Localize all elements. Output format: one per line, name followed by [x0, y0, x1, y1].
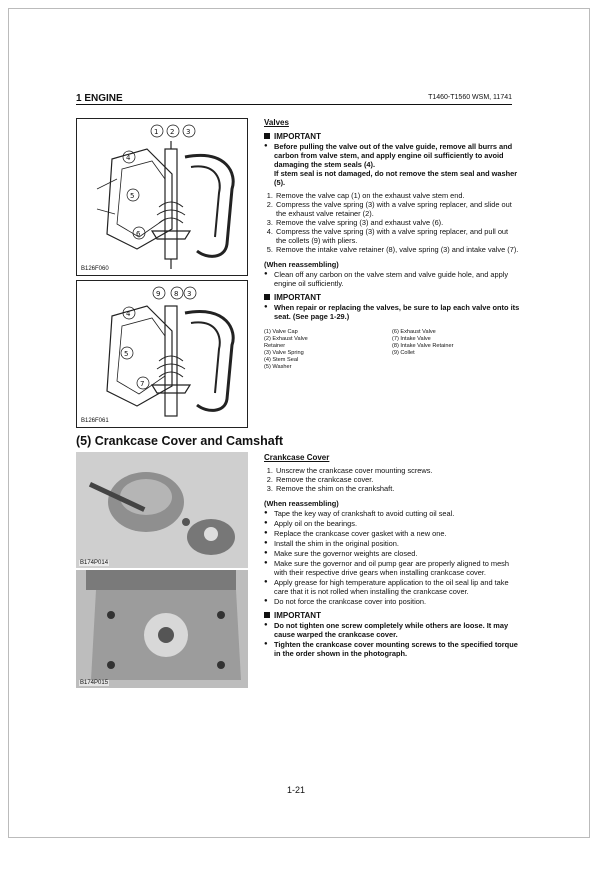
important-heading-3	[264, 611, 520, 620]
model-header: T1460-T1560 WSM, 11741	[428, 94, 512, 101]
reassembling-label: (When reassembling)	[264, 499, 339, 508]
step: 3. Remove the valve spring (3) and exhaust valve (6).	[275, 218, 520, 227]
header-rule	[76, 104, 512, 105]
step: 2. Remove the crankcase cover.	[275, 475, 520, 484]
figure-caption: B126F060	[81, 266, 109, 272]
callout-9: 9	[156, 290, 161, 298]
reassembling-item: ● Apply grease for high temperature application to the oil seal lip and take care that it is not rolled when installing the crankcase cover.	[264, 578, 520, 596]
important-label: IMPORTANT	[274, 132, 321, 141]
legend-item: (7) Intake Valve	[392, 336, 431, 342]
important-note	[264, 142, 520, 187]
legend-item: (5) Washer	[264, 364, 292, 370]
legend-item: (6) Exhaust Valve	[392, 329, 436, 335]
reassembling-item: ● Replace the crankcase cover gasket with a new one.	[264, 529, 520, 538]
callout-2: 2	[170, 128, 175, 136]
crankcase-title: Crankcase Cover	[264, 453, 330, 462]
callout-8: 8	[174, 290, 179, 298]
valve-diagram-1	[77, 119, 248, 276]
legend-item: (4) Stem Seal	[264, 357, 299, 363]
important-label: IMPORTANT	[274, 293, 321, 302]
reassembling-item: ● Make sure the governor weights are closed.	[264, 549, 520, 558]
important-heading-2	[264, 293, 520, 302]
step: 2. Compress the valve spring (3) with a valve spring replacer, and slide out the exhaust valve retainer (2).	[275, 200, 520, 218]
legend-item: (1) Valve Cap	[264, 329, 298, 335]
crankcase-steps	[264, 466, 520, 493]
step: 1. Unscrew the crankcase cover mounting screws.	[275, 466, 520, 475]
callout-1: 1	[154, 128, 159, 136]
valves-title: Valves	[264, 118, 289, 127]
important-square-icon	[264, 294, 270, 300]
section-title: (5) Crankcase Cover and Camshaft	[76, 434, 284, 448]
callout-4b: 4	[126, 310, 131, 318]
crankcase-photo-1	[76, 452, 248, 568]
reassembling-item: ● Apply oil on the bearings.	[264, 519, 520, 528]
important-item: ● Tighten the crankcase cover mounting screws to the specified torque in the order shown in the photograph.	[264, 640, 520, 658]
valve-figure-2	[76, 280, 248, 428]
section-header: 1 ENGINE	[76, 93, 123, 104]
valve-figure-1	[76, 118, 248, 276]
step: 3. Remove the shim on the crankshaft.	[275, 484, 520, 493]
legend-item: (2) Exhaust Valve Retainer	[264, 336, 308, 349]
legend-item: (3) Valve Spring	[264, 350, 304, 356]
crankcase-section	[264, 453, 520, 658]
photo-caption: B174P014	[80, 560, 109, 566]
step: 4. Compress the valve spring (3) with a valve spring replacer, and pull out the collets (9) with pliers.	[275, 227, 520, 245]
important-note-2: ● When repair or replacing the valves, be sure to lap each valve onto its seat. (See page 1-29.)	[264, 303, 520, 321]
important-item: ● Do not tighten one screw completely while others are loose. It may cause warped the crankcase cover.	[264, 621, 520, 639]
callout-5b: 5	[124, 350, 129, 358]
callout-4: 4	[126, 154, 131, 162]
legend-left	[264, 329, 392, 371]
step: 5. Remove the intake valve retainer (8), valve spring (3) and intake valve (7).	[275, 245, 520, 254]
crankcase-photo-image-1	[76, 452, 248, 568]
valve-diagram-2	[77, 281, 248, 428]
figure-caption: B126F061	[81, 418, 109, 424]
reassembling-item: ● Do not force the crankcase cover into position.	[264, 597, 520, 606]
step: 1. Remove the valve cap (1) on the exhaust valve stem end.	[275, 191, 520, 200]
important-heading	[264, 132, 520, 141]
callout-3b: 3	[187, 290, 192, 298]
legend-right	[392, 329, 520, 371]
valves-steps	[264, 191, 520, 254]
reassembling-label: (When reassembling)	[264, 260, 339, 269]
reassembling-item: ● Clean off any carbon on the valve stem and valve guide hole, and apply engine oil sufficiently.	[264, 270, 520, 288]
callout-5: 5	[130, 192, 135, 200]
legend-item: (8) Intake Valve Retainer	[392, 343, 454, 349]
important-text: Before pulling the valve out of the valve guide, remove all burrs and carbon from valve stem, and apply engine oil sufficiently to avoid damaging the stem seals (4).	[274, 142, 513, 169]
callout-3: 3	[186, 128, 191, 136]
page-number: 1-21	[287, 785, 306, 795]
reassembling-item: ● Make sure the governor and oil pump gear are properly aligned to mesh with their respective drive gears when installing crankcase cover.	[264, 559, 520, 577]
important-text-2: If stem seal is not damaged, do not remove the stem seal and washer (5).	[274, 169, 518, 187]
crankcase-photo-image-2	[76, 570, 248, 688]
callout-7: 7	[140, 380, 145, 388]
legend-item: (9) Collet	[392, 350, 415, 356]
important-label: IMPORTANT	[274, 611, 321, 620]
crankcase-photo-2	[76, 570, 248, 688]
photo-caption: B174P015	[80, 680, 109, 686]
reassembling-item: ● Install the shim in the original position.	[264, 539, 520, 548]
callout-6: 6	[136, 230, 141, 238]
parts-legend	[264, 329, 520, 371]
important-square-icon	[264, 133, 270, 139]
reassembling-item: ● Tape the key way of crankshaft to avoid cutting oil seal.	[264, 509, 520, 518]
important-square-icon	[264, 612, 270, 618]
valves-section	[264, 118, 520, 371]
